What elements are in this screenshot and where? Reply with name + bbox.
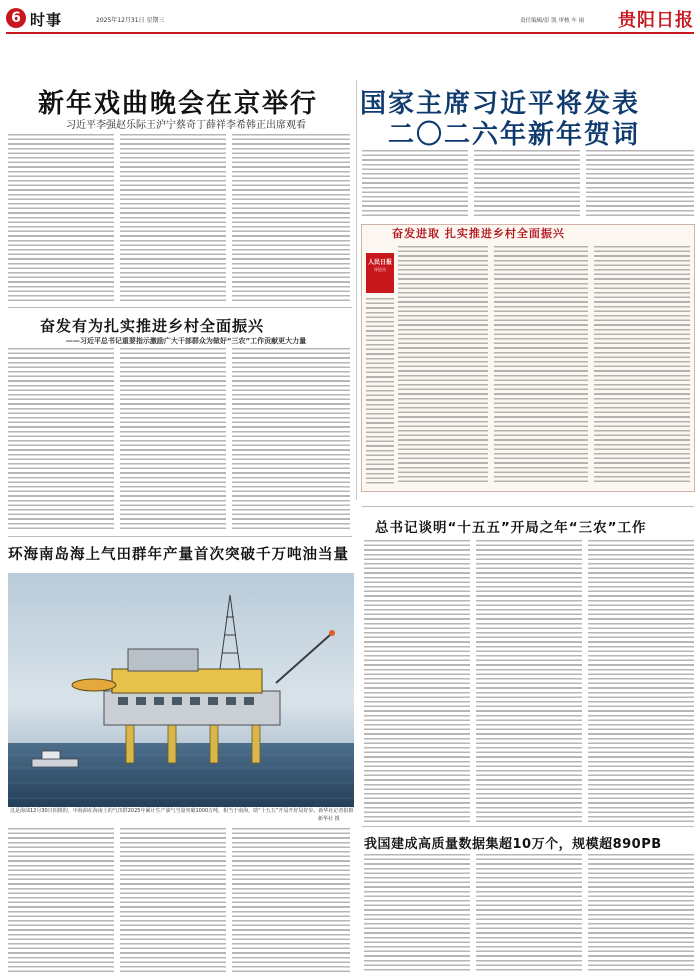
page-number-badge: 6: [6, 8, 26, 28]
header-rule: [6, 32, 694, 34]
headline-opera-gala: 新年戏曲晚会在京举行: [38, 89, 319, 119]
seal-subtitle: 评论员: [374, 267, 386, 272]
article-column: [232, 134, 350, 304]
commentary-seal: [366, 253, 394, 293]
article-column: [232, 348, 350, 532]
subhead-rural-revitalization: ——习近平总书记重要指示激励广大干部群众为做好“三农”工作贡献更大力量: [65, 337, 307, 345]
section-divider: [362, 506, 694, 507]
photo-credit: 新华社 摄: [318, 816, 340, 822]
article-column: [120, 828, 226, 972]
editor-credits: 责任编辑/彭 凯 审核 车 雨: [520, 18, 584, 24]
article-column: [476, 854, 582, 972]
section-title: 时事: [30, 11, 63, 29]
headline-three-rural-work: 总书记谈明“十五五”开局之年“三农”工作: [375, 520, 647, 536]
article-column: [232, 828, 350, 972]
article-column: [588, 854, 694, 972]
article-column: [588, 540, 694, 822]
section-divider: [362, 826, 694, 827]
seal-title: 人民日报: [367, 259, 392, 266]
article-column: [594, 246, 690, 484]
headline-new-year-address-line1: 国家主席习近平将发表: [360, 89, 641, 119]
photo-caption: 这是海油12月30日拍摄的，中海油在海南上的气田群2025年累计生产油气当量突破1000万吨，相当于南海，助“十五五”开局开好局好步。新华社记者拍摄: [10, 808, 354, 814]
article-column: [364, 854, 470, 972]
newspaper-masthead: 贵阳日报: [618, 10, 694, 31]
article-column: [8, 348, 114, 532]
article-column: [8, 134, 114, 304]
headline-gas-field: 环海南岛海上气田群年产量首次突破千万吨油当量: [8, 547, 349, 563]
subhead-opera-gala: 习近平李强赵乐际王沪宁蔡奇丁薛祥李希韩正出席观看: [66, 120, 306, 131]
headline-rural-revitalization: 奋发有为扎实推进乡村全面振兴: [40, 317, 265, 335]
gas-field-photo: [8, 573, 354, 807]
section-divider: [8, 536, 352, 537]
issue-date: 2025年12月31日 星期三: [96, 17, 165, 24]
article-column: [476, 540, 582, 822]
article-column: [494, 246, 588, 484]
headline-new-year-address-line2: 二〇二六年新年贺词: [388, 120, 641, 150]
headline-datasets: 我国建成高质量数据集超10万个，规模超890PB: [364, 837, 662, 852]
column-divider: [356, 80, 357, 500]
page-header: [6, 6, 694, 32]
article-column: [586, 150, 694, 216]
article-column: [8, 828, 114, 972]
commentary-banner: 奋发进取 扎实推进乡村全面振兴: [392, 227, 565, 240]
article-column: [120, 348, 226, 532]
offshore-platform-image: [8, 573, 354, 807]
article-column: [362, 150, 468, 216]
section-divider: [8, 307, 352, 308]
article-column: [366, 298, 394, 484]
article-column: [398, 246, 488, 484]
article-column: [120, 134, 226, 304]
article-column: [474, 150, 580, 216]
article-column: [364, 540, 470, 822]
